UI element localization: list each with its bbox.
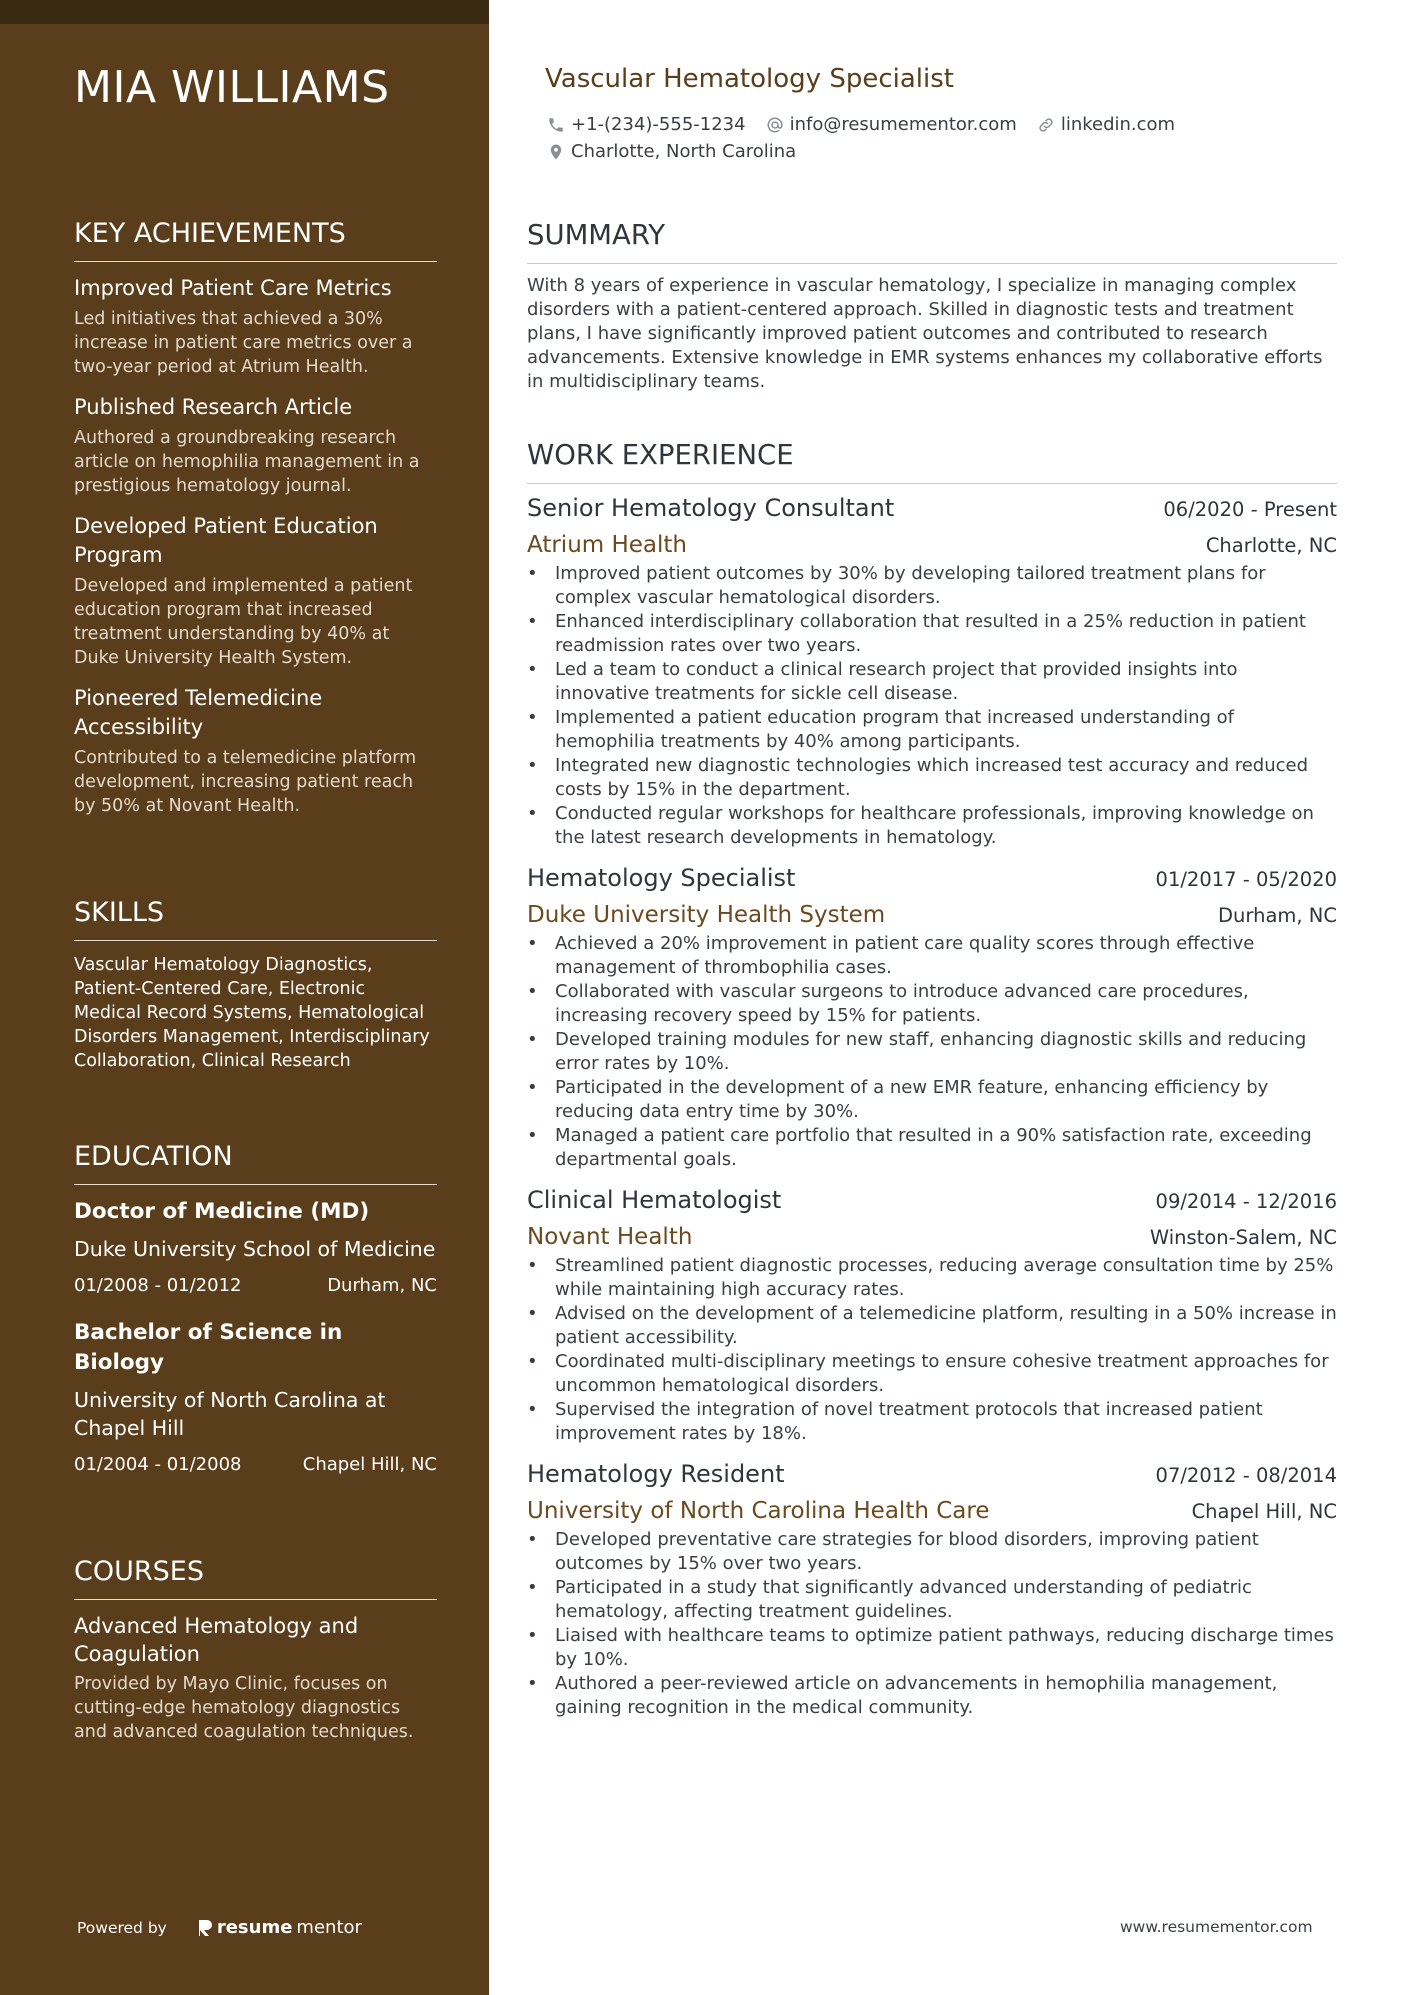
brand-name-bold: resume (216, 1917, 293, 1938)
job-subheader (527, 1498, 1337, 1524)
job-role: Hematology Resident (527, 1460, 785, 1488)
powered-by-label: Powered by (77, 1918, 167, 1937)
education-dates: 01/2004 - 01/2008 (74, 1454, 242, 1475)
job-bullets (527, 932, 1337, 1172)
contact-location (547, 141, 796, 162)
course-title: Advanced Hematology and Coagulation (74, 1614, 359, 1666)
at-icon (766, 116, 784, 134)
location-pin-icon (547, 143, 565, 161)
list-item: • Participated in a study that significantly advanced understanding of pediatric hematology, affecting treatment guidelines. (527, 1576, 1337, 1624)
achievement-item (74, 393, 437, 498)
job-bullets (527, 562, 1337, 850)
achievement-desc: Led initiatives that achieved a 30% increase in patient care metrics over a two-year period at Atrium Health. (74, 309, 413, 377)
achievements-section (74, 218, 437, 832)
phone-icon (547, 116, 565, 134)
sidebar-top-bar (0, 0, 489, 24)
skills-list: Vascular Hematology Diagnostics, Patient-Centered Care, Electronic Medical Record Systems, Hematological Disorders Management, Interdisciplinary Collaboration, Clinical Research (74, 955, 430, 1071)
list-item: • Liaised with healthcare teams to optimize patient pathways, reducing discharge times by 10%. (527, 1624, 1337, 1672)
job-company: University of North Carolina Health Care (527, 1498, 990, 1524)
education-location: Durham, NC (327, 1275, 437, 1296)
list-item: • Managed a patient care portfolio that resulted in a 90% satisfaction rate, exceeding departmental goals. (527, 1124, 1337, 1172)
experience-section (527, 439, 1337, 1720)
job-header (527, 494, 1337, 522)
education-meta (74, 1454, 437, 1475)
list-item: • Developed training modules for new staff, enhancing diagnostic skills and reducing error rates by 10%. (527, 1028, 1337, 1076)
list-item: • Streamlined patient diagnostic processes, reducing average consultation time by 25% while maintaining high accuracy rates. (527, 1254, 1337, 1302)
course-desc: Provided by Mayo Clinic, focuses on cutting-edge hematology diagnostics and advanced coagulation techniques. (74, 1674, 414, 1742)
list-item: • Achieved a 20% improvement in patient care quality scores through effective management of thrombophilia cases. (527, 932, 1337, 980)
contact-row (547, 114, 1175, 135)
achievements-heading: KEY ACHIEVEMENTS (74, 218, 437, 262)
job-company: Duke University Health System (527, 902, 886, 928)
education-item (74, 1197, 437, 1296)
job-dates: 09/2014 - 12/2016 (1155, 1190, 1337, 1213)
achievement-desc: Authored a groundbreaking research article on hemophilia management in a prestigious hematology journal. (74, 428, 420, 496)
job-dates: 06/2020 - Present (1163, 498, 1337, 521)
job-dates: 07/2012 - 08/2014 (1155, 1464, 1337, 1487)
skills-section (74, 897, 437, 1073)
job-entry (527, 864, 1337, 1172)
list-item: • Collaborated with vascular surgeons to introduce advanced care procedures, increasing recovery speed by 15% for patients. (527, 980, 1337, 1028)
achievement-title: Developed Patient Education Program (74, 514, 378, 567)
brand-logo[interactable] (197, 1917, 362, 1938)
job-dates: 01/2017 - 05/2020 (1155, 868, 1337, 891)
job-location: Charlotte, NC (1205, 534, 1337, 557)
education-degree: Doctor of Medicine (MD) (74, 1199, 370, 1224)
education-item (74, 1318, 437, 1475)
linkedin-text: linkedin.com (1060, 114, 1176, 135)
summary-section (527, 219, 1337, 394)
skills-heading: SKILLS (74, 897, 437, 941)
job-role: Senior Hematology Consultant (527, 494, 895, 522)
contact-email[interactable] (766, 114, 1017, 135)
education-location: Chapel Hill, NC (302, 1454, 437, 1475)
phone-text: +1-(234)-555-1234 (571, 114, 746, 135)
contact-phone[interactable] (547, 114, 746, 135)
list-item: • Conducted regular workshops for healthcare professionals, improving knowledge on the latest research developments in hematology. (527, 802, 1337, 850)
job-entry (527, 494, 1337, 850)
job-entry (527, 1186, 1337, 1446)
courses-section (74, 1556, 437, 1744)
list-item: • Implemented a patient education program that increased understanding of hemophilia treatments by 40% among participants. (527, 706, 1337, 754)
location-text: Charlotte, North Carolina (571, 141, 797, 162)
summary-text: With 8 years of experience in vascular hematology, I specialize in managing complex disorders with a patient-centered approach. Skilled in diagnostic tests and treatment plans, I have significantly improved patient outcomes and contributed to research advancements. Extensive knowledge in EMR systems enhances my collaborative efforts in multidisciplinary teams. (527, 275, 1323, 392)
job-role: Clinical Hematologist (527, 1186, 782, 1214)
job-bullets (527, 1528, 1337, 1720)
courses-heading: COURSES (74, 1556, 437, 1600)
list-item: • Integrated new diagnostic technologies which increased test accuracy and reduced costs by 15% in the department. (527, 754, 1337, 802)
resumementor-logo-icon (197, 1918, 213, 1938)
job-bullets (527, 1254, 1337, 1446)
job-company: Novant Health (527, 1224, 693, 1250)
achievement-title: Improved Patient Care Metrics (74, 276, 392, 300)
email-text: info@resumementor.com (789, 114, 1017, 135)
achievement-desc: Developed and implemented a patient education program that increased treatment understanding by 40% at Duke University Health System. (74, 576, 413, 668)
achievement-title: Published Research Article (74, 395, 353, 419)
education-school: Duke University School of Medicine (74, 1237, 436, 1261)
job-header (527, 1186, 1337, 1214)
job-location: Winston-Salem, NC (1149, 1226, 1337, 1249)
job-location: Durham, NC (1218, 904, 1337, 927)
education-section (74, 1141, 437, 1497)
list-item: • Enhanced interdisciplinary collaboration that resulted in a 25% reduction in patient readmission rates over two years. (527, 610, 1337, 658)
education-meta (74, 1275, 437, 1296)
candidate-name: MIA WILLIAMS (74, 62, 390, 113)
list-item: • Improved patient outcomes by 30% by developing tailored treatment plans for complex vascular hematological disorders. (527, 562, 1337, 610)
headline: Vascular Hematology Specialist (545, 64, 954, 94)
education-dates: 01/2008 - 01/2012 (74, 1275, 242, 1296)
achievement-title: Pioneered Telemedicine Accessibility (74, 686, 323, 739)
achievement-item (74, 684, 437, 818)
job-subheader (527, 902, 1337, 928)
list-item: • Participated in the development of a new EMR feature, enhancing efficiency by reducing data entry time by 30%. (527, 1076, 1337, 1124)
job-subheader (527, 532, 1337, 558)
contact-row-location (547, 141, 796, 162)
achievement-item (74, 512, 437, 670)
brand-name-light: mentor (296, 1917, 362, 1938)
job-role: Hematology Specialist (527, 864, 796, 892)
powered-by (77, 1917, 362, 1938)
course-item (74, 1612, 437, 1744)
summary-heading: SUMMARY (527, 219, 1337, 264)
education-degree: Bachelor of Science in Biology (74, 1320, 343, 1375)
job-subheader (527, 1224, 1337, 1250)
experience-heading: WORK EXPERIENCE (527, 439, 1337, 484)
achievement-item (74, 274, 437, 379)
job-location: Chapel Hill, NC (1191, 1500, 1337, 1523)
job-entry (527, 1460, 1337, 1720)
list-item: • Advised on the development of a telemedicine platform, resulting in a 50% increase in patient accessibility. (527, 1302, 1337, 1350)
contact-linkedin[interactable] (1037, 114, 1175, 135)
job-header (527, 864, 1337, 892)
list-item: • Developed preventative care strategies for blood disorders, improving patient outcomes by 15% over two years. (527, 1528, 1337, 1576)
achievement-desc: Contributed to a telemedicine platform development, increasing patient reach by 50% at Novant Health. (74, 748, 417, 816)
list-item: • Authored a peer-reviewed article on advancements in hemophilia management, gaining recognition in the medical community. (527, 1672, 1337, 1720)
list-item: • Supervised the integration of novel treatment protocols that increased patient improvement rates by 18%. (527, 1398, 1337, 1446)
link-icon (1037, 116, 1055, 134)
list-item: • Led a team to conduct a clinical research project that provided insights into innovative treatments for sickle cell disease. (527, 658, 1337, 706)
sidebar (0, 0, 489, 1995)
job-header (527, 1460, 1337, 1488)
list-item: • Coordinated multi-disciplinary meetings to ensure cohesive treatment approaches for uncommon hematological disorders. (527, 1350, 1337, 1398)
job-company: Atrium Health (527, 532, 688, 558)
education-school: University of North Carolina at Chapel Hill (74, 1388, 386, 1440)
education-heading: EDUCATION (74, 1141, 437, 1185)
footer-url-link[interactable]: www.resumementor.com (1120, 1918, 1313, 1936)
